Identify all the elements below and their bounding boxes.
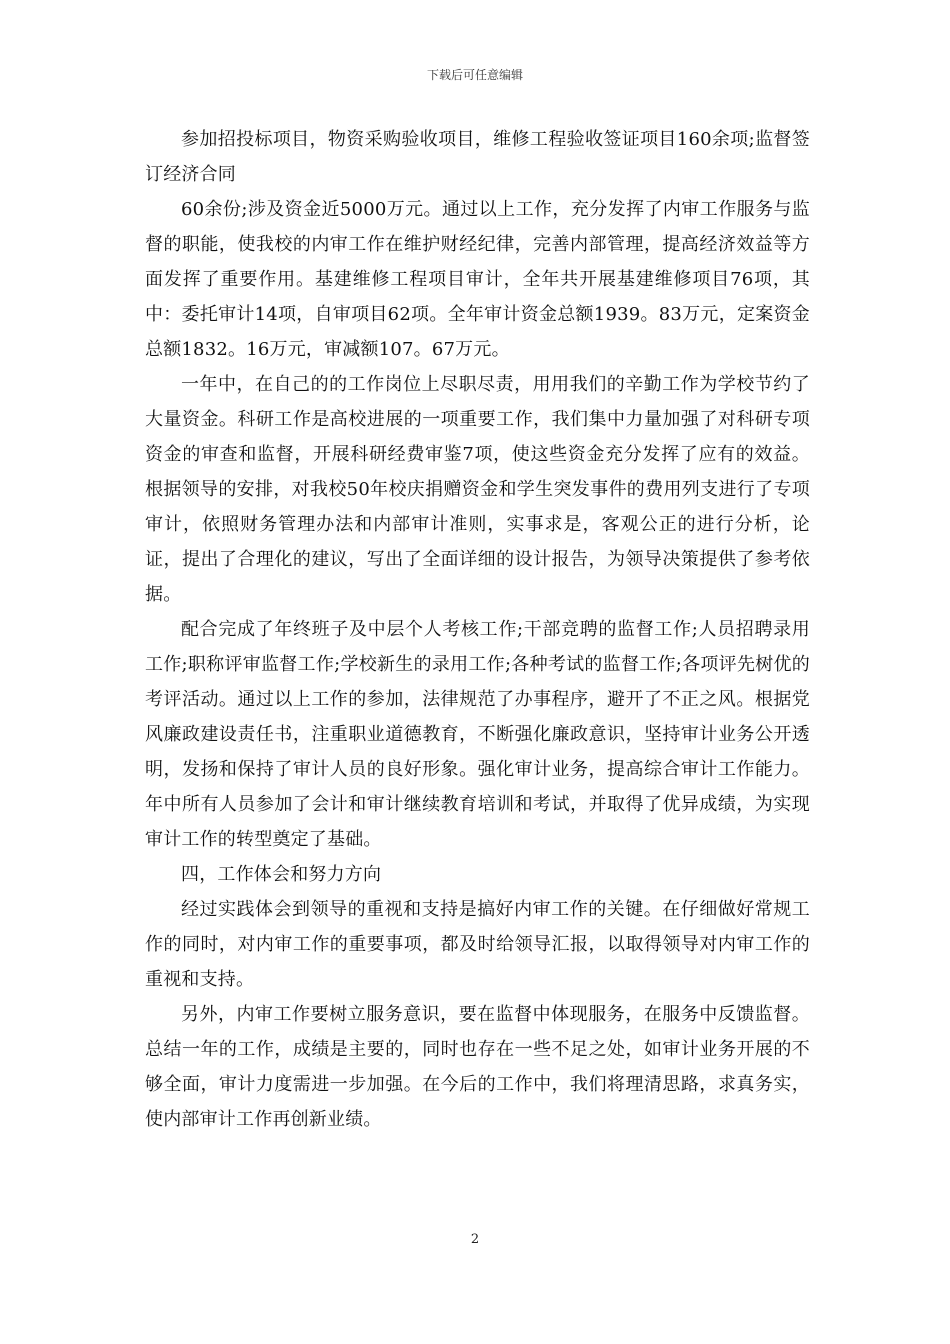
paragraph-6: 另外，内审工作要树立服务意识，要在监督中体现服务，在服务中反馈监督。总结一年的工作，成绩是主要的，同时也存在一些不足之处，如审计业务开展的不够全面，审计力度需进一步加强。在今后的工作中，我们将理清思路，求真务实，使内部审计工作再创新业绩。 [145, 1004, 810, 1130]
page-header: 下载后可任意编辑 [426, 68, 523, 82]
paragraph-2: 60余份;涉及资金近5000万元。通过以上工作，充分发挥了内审工作服务与监督的职能，使我校的内审工作在维护财经纪律，完善内部管理，提高经济效益等方面发挥了重要作用。基建维修工程项目审计，全年共开展基建维修项目76项，其中：委托审计14项，自审项目62项。全年审计资金总额1939。83万元，定案资金总额1832。16万元，审减额107。67万元。 [145, 199, 810, 360]
paragraph-4: 配合完成了年终班子及中层个人考核工作;干部竞聘的监督工作;人员招聘录用工作;职称评审监督工作;学校新生的录用工作;各种考试的监督工作;各项评先树优的考评活动。通过以上工作的参加，法律规范了办事程序，避开了不正之风。根据党风廉政建设责任书，注重职业道德教育，不断强化廉政意识，坚持审计业务公开透明，发扬和保持了审计人员的良好形象。强化审计业务，提高综合审计工作能力。年中所有人员参加了会计和审计继续教育培训和考试，并取得了优异成绩，为实现审计工作的转型奠定了基础。 [145, 619, 810, 850]
document-body [145, 122, 810, 1137]
section-heading: 四，工作体会和努力方向 [181, 864, 382, 885]
paragraph-5: 经过实践体会到领导的重视和支持是搞好内审工作的关键。在仔细做好常规工作的同时，对内审工作的重要事项，都及时给领导汇报，以取得领导对内审工作的重视和支持。 [145, 899, 810, 990]
paragraph-1: 参加招投标项目，物资采购验收项目，维修工程验收签证项目160余项;监督签订经济合同 [145, 129, 810, 185]
paragraph-3: 一年中，在自己的的工作岗位上尽职尽责，用用我们的辛勤工作为学校节约了大量资金。科研工作是高校进展的一项重要工作，我们集中力量加强了对科研专项资金的审查和监督，开展科研经费审鉴7项，使这些资金充分发挥了应有的效益。根据领导的安排，对我校50年校庆捐赠资金和学生突发事件的费用列支进行了专项审计，依照财务管理办法和内部审计准则，实事求是，客观公正的进行分析，论证，提出了合理化的建议，写出了全面详细的设计报告，为领导决策提供了参考依据。 [145, 374, 810, 605]
page-number: 2 [470, 1232, 480, 1247]
